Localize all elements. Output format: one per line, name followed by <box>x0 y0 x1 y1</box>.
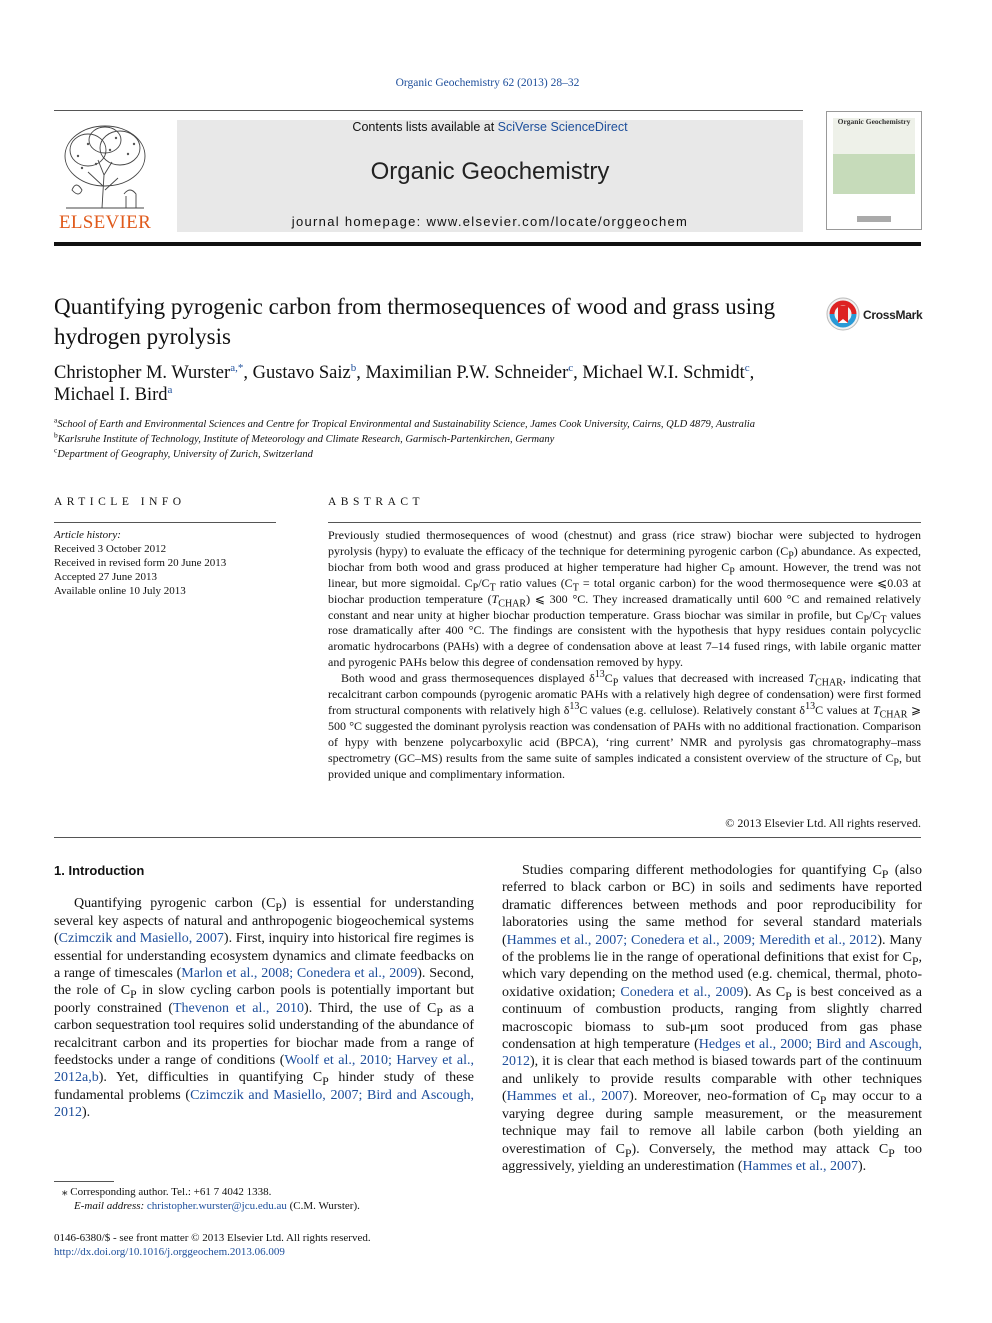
author-affil-sup[interactable]: a,* <box>230 361 244 374</box>
citation-link[interactable]: Hammes et al., 2007; Conedera et al., 2009; Meredith et al., 2012 <box>506 932 878 948</box>
author-list <box>54 362 914 406</box>
footnote-rule <box>54 1181 114 1182</box>
author-separator: , <box>573 363 583 383</box>
elsevier-logo[interactable] <box>54 120 156 235</box>
affiliation-sup: b <box>54 430 58 440</box>
crossmark-label: CrossMark <box>863 308 923 322</box>
affiliation-list <box>54 417 914 462</box>
cover-footer-logo <box>857 216 891 222</box>
journal-cover-thumbnail[interactable] <box>826 111 922 230</box>
author-affil-sup[interactable]: b <box>350 361 357 374</box>
citation-link[interactable]: Woolf et al., 2010; Harvey et al., 2012a,b <box>54 1053 474 1086</box>
body-paragraph: Studies comparing different methodologies for quantifying $C_P$ (also referred to black carbon or BC) in soils and sediments have reported dramatic differences between methods and poor reproducibility for laboratories using the same method for several standard materials (Hammes et al., 2007; Conedera et al., 2009; Meredith et al., 2012). Many of the problems lie in the range of operational definitions that exist for $C_P$, which vary depending on the method used (e.g. chemical, thermal, photo-oxidative oxidation; Conedera et al., 2009). As $C_P$ is best conceived as a continuum of combustion products, ranging from slightly charred macroscopic biomass to sub-μm soot produced from gas phase condensation at high temperature (Hedges et al., 2000; Bird and Ascough, 2012), it is clear that each method is biased towards part of the continuum and unlikely to provide results comparable with other techniques (Hammes et al., 2007). Moreover, neo-formation of $C_P$ may occur to a varying degree during sample measurement, or the measurement technique may fail to remove all labile carbon (both yielding an overestimation of $C_P$). Conversely, the method may attack $C_P$ too aggressively, yielding an underestimation (Hammes et al., 2007). <box>502 863 923 1174</box>
sciencedirect-link[interactable]: SciVerse ScienceDirect <box>497 120 628 134</box>
article-history <box>54 528 276 598</box>
email-link[interactable]: christopher.wurster@jcu.edu.au <box>146 1200 287 1212</box>
author-affil-sup[interactable]: c <box>568 361 574 374</box>
affiliation-text: School of Earth and Environmental Sciences and Centre for Tropical Environmental and Sustainability Science, James Cook University, Cairns, QLD 4879, Australia <box>57 419 755 430</box>
article-info-rule <box>54 522 276 523</box>
author-affil-sup[interactable]: a <box>167 383 173 396</box>
author-separator: , <box>749 363 755 383</box>
affiliation-item <box>54 447 914 462</box>
article-title: Quantifying pyrogenic carbon from thermosequences of wood and grass using hydrogen pyrolysis <box>54 294 776 349</box>
crossmark-badge[interactable] <box>826 297 926 333</box>
footnotes <box>54 1185 474 1213</box>
author-name: Maximilian P.W. Schneider <box>365 363 569 383</box>
abstract-paragraph: Previously studied thermosequences of wood (chestnut) and grass (rice straw) biochar were subjected to hydrogen pyrolysis (hypy) to evaluate the efficacy of the technique for determining pyrogenic carbon $(C_P)$ abundance. As expected, biochar from both wood and grass produced at higher temperature had higher $C_P$ amount. However, the trend was not linear, but more sigmoidal. $C_P/C_T$ ratio values ($C_T$ = total organic carbon) for the wood thermosequence were ⩽0.03 at biochar production temperature $(T_{CHAR})$ ⩽ 300 °C. They increased dramatically until 600 °C and remained relatively constant and near unity at higher biochar production temperature. Grass biochar was similar in profile, but $C_P/C_T$ values rose dramatically after 400 °C. The findings are consistent with the hypothesis that hypy residues contain polycyclic aromatic hydrocarbons (PAHs) with a degree of condensation above at least 7–14 fused rings, with labile organic matter and pyrogenic PAHs below this degree of condensation removed by hypy. <box>328 528 921 670</box>
issn-line: 0146-6380/$ - see front matter © 2013 Elsevier Ltd. All rights reserved. <box>54 1232 371 1244</box>
citation-link[interactable]: Conedera et al., 2009 <box>620 984 744 1000</box>
citation-link[interactable]: Czimczik and Masiello, 2007 <box>58 931 224 947</box>
doi-link[interactable]: http://dx.doi.org/10.1016/j.orggeochem.2013.06.009 <box>54 1246 285 1258</box>
abstract-rule <box>328 522 921 523</box>
contents-line <box>177 120 803 134</box>
email-label: E-mail address: <box>74 1200 145 1212</box>
author-affil-sup[interactable]: c <box>744 361 750 374</box>
author-name: Gustavo Saiz <box>252 363 351 383</box>
citation-link[interactable]: Hammes et al., 2007 <box>742 1158 859 1174</box>
history-item: Available online 10 July 2013 <box>54 585 186 597</box>
journal-title: Organic Geochemistry <box>370 158 610 185</box>
tree-icon <box>58 120 152 212</box>
email-suffix: (C.M. Wurster). <box>289 1200 360 1212</box>
corresponding-author-text: Corresponding author. Tel.: +61 7 4042 1338. <box>70 1186 272 1198</box>
abstract-body <box>328 528 921 783</box>
body-column-left <box>54 862 474 1122</box>
abstract-copyright: © 2013 Elsevier Ltd. All rights reserved. <box>725 816 921 830</box>
issn-block <box>54 1231 554 1259</box>
section-heading: 1. Introduction <box>54 863 145 878</box>
citation-link[interactable]: Hammes et al., 2007 <box>506 1089 630 1105</box>
crossmark-icon <box>826 297 860 331</box>
history-item: Accepted 27 June 2013 <box>54 571 157 583</box>
body-paragraph: Quantifying pyrogenic carbon $(C_P)$ is essential for understanding several key aspects of natural and anthropogenic biogeochemical systems (Czimczik and Masiello, 2007). First, inquiry into historical fire regimes is essential for understanding ecosystem dynamics and climate feedbacks on a range of timescales (Marlon et al., 2008; Conedera et al., 2009). Second, the role of $C_P$ in slow cycling carbon pools is potentially important but poorly constrained (Thevenon et al., 2010). Third, the use of $C_P$ as a carbon sequestration tool requires solid understanding of the abundance of recalcitrant carbon and its properties for biochar made from a range of feedstocks under a range of conditions (Woolf et al., 2010; Harvey et al., 2012a,b). Yet, difficulties in quantifying $C_P$ hinder study of these fundamental problems (Czimczik and Masiello, 2007; Bird and Ascough, 2012). <box>54 896 475 1121</box>
author-name: Michael I. Bird <box>54 385 168 405</box>
journal-homepage[interactable]: journal homepage: www.elsevier.com/locate/orggeochem <box>291 214 689 229</box>
abstract-paragraph: Both wood and grass thermosequences displayed $\delta^{13}C_P$ values that decreased with increased $T_{CHAR}$, indicating that recalcitrant carbon compounds (pyrogenic aromatic PAHs with a relatively high degree of condensation) were first formed from structural components with relatively high $\delta^{13}C$ values (e.g. cellulose). Relatively constant $\delta^{13}C$ values at $T_{CHAR}$ ⩾ 500 °C suggested the dominant pyrolysis reaction was condensation of PAHs with no additional fractionation. Comparison of hypy with benzene polycarboxylic acid (BPCA), ‘ring current’ NMR and pyrolysis gas chromatography–mass spectrometry (GC–MS) results from the same suite of samples indicated a consistent overview of the structure of $C_P$, but provided unique and complimentary information. <box>328 669 922 781</box>
affiliation-text: Karlsruhe Institute of Technology, Institute of Meteorology and Climate Research, Garmisch-Partenkirchen, Germany <box>57 434 555 445</box>
affiliation-item <box>54 417 914 432</box>
header-rule <box>54 110 803 111</box>
email-note <box>54 1199 474 1213</box>
cover-title: Organic Geochemistry <box>837 117 911 126</box>
author-name: Michael W.I. Schmidt <box>582 363 745 383</box>
author-separator: , <box>243 363 253 383</box>
journal-header <box>177 120 803 232</box>
author-name: Christopher M. Wurster <box>54 363 231 383</box>
elsevier-wordmark: ELSEVIER <box>58 212 152 233</box>
author-separator: , <box>356 363 366 383</box>
cover-green-panel <box>833 154 915 194</box>
abstract-heading: ABSTRACT <box>328 496 425 508</box>
corresponding-author-note: ⁎ Corresponding author. Tel.: +61 7 4042 1338. <box>62 1186 272 1198</box>
header-thick-rule <box>54 242 921 246</box>
history-item: Received in revised form 20 June 2013 <box>54 557 227 569</box>
citation-link[interactable]: Marlon et al., 2008; Conedera et al., 2009 <box>181 966 418 982</box>
history-item: Received 3 October 2012 <box>54 543 167 555</box>
body-column-right <box>502 862 922 1175</box>
journal-citation[interactable]: Organic Geochemistry 62 (2013) 28–32 <box>395 77 580 89</box>
affiliation-text: Department of Geography, University of Zurich, Switzerland <box>57 449 313 460</box>
affiliation-sup: a <box>54 415 58 425</box>
history-label: Article history: <box>54 529 121 541</box>
citation-link[interactable]: Hedges et al., 2000; Bird and Ascough, 2012 <box>502 1037 922 1070</box>
affiliation-sup: c <box>54 445 58 455</box>
contents-prefix: Contents lists available at <box>352 120 498 134</box>
affiliation-item <box>54 432 914 447</box>
citation-link[interactable]: Thevenon et al., 2010 <box>172 1000 305 1016</box>
abstract-bottom-rule <box>54 837 921 838</box>
article-info-heading: ARTICLE INFO <box>54 496 186 508</box>
citation-link[interactable]: Czimczik and Masiello, 2007; Bird and Ascough, 2012 <box>54 1087 474 1121</box>
